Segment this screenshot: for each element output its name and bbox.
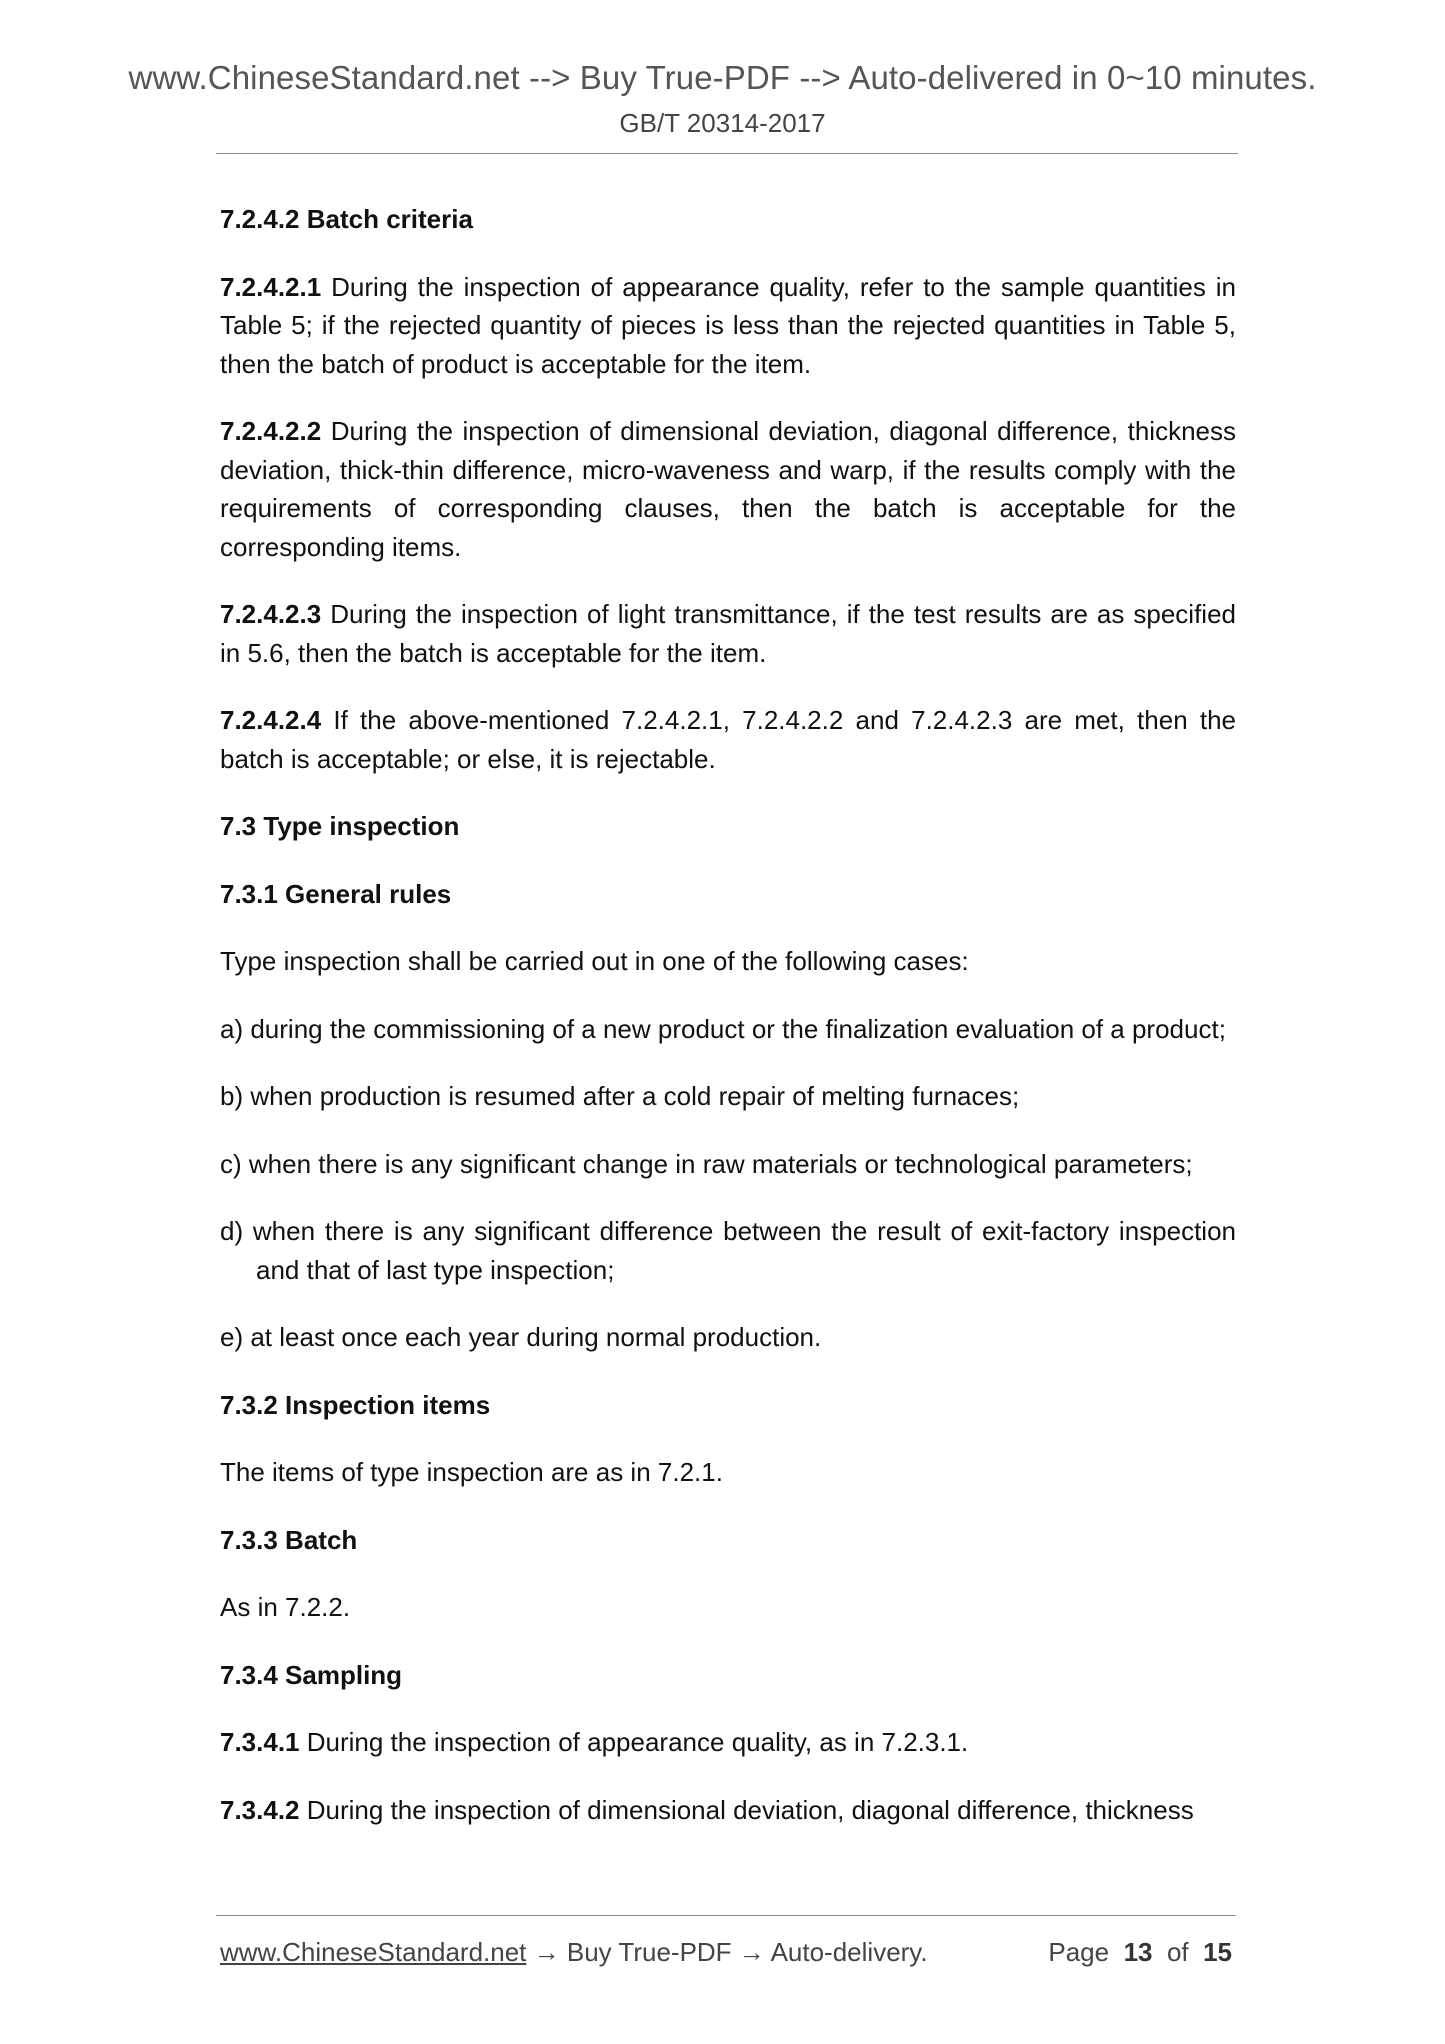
list-item: e) at least once each year during normal production. bbox=[220, 1322, 822, 1352]
paragraph-7-2-4-2-4 bbox=[220, 701, 1236, 778]
paragraph-7-2-4-2-3 bbox=[220, 595, 1236, 672]
footer-promo-text: → Buy True-PDF → Auto-delivery. bbox=[526, 1937, 928, 1967]
paragraph-7-3-4-2 bbox=[220, 1791, 1236, 1830]
clause-number: 7.2.4.2.3 bbox=[220, 599, 322, 629]
paragraph-7-3-1-intro: Type inspection shall be carried out in one of the following cases: bbox=[220, 946, 969, 976]
paragraph-7-3-4-1 bbox=[220, 1723, 1236, 1762]
clause-text: During the inspection of appearance quality, as in 7.2.3.1. bbox=[299, 1727, 969, 1757]
section-heading-7-3-3: 7.3.3 Batch bbox=[220, 1524, 358, 1555]
page-label: Page bbox=[1048, 1937, 1110, 1967]
standard-code: GB/T 20314-2017 bbox=[619, 108, 826, 138]
footer-promo bbox=[220, 1933, 928, 1971]
page-header bbox=[0, 58, 1445, 140]
page-current: 13 bbox=[1123, 1937, 1153, 1967]
paragraph-7-3-2: The items of type inspection are as in 7.2.1. bbox=[220, 1457, 723, 1487]
paragraph-7-2-4-2-1 bbox=[220, 268, 1236, 384]
clause-number: 7.2.4.2.1 bbox=[220, 271, 322, 302]
clause-text: If the above-mentioned 7.2.4.2.1, 7.2.4.2.2 and 7.2.4.2.3 are met, then the batch is acceptable; or else, it is rejectable. bbox=[220, 705, 1236, 774]
clause-number: 7.3.4.1 bbox=[220, 1727, 300, 1757]
clause-number: 7.2.4.2.4 bbox=[220, 705, 322, 735]
list-item: b) when production is resumed after a cold repair of melting furnaces; bbox=[220, 1081, 1020, 1111]
list-item: a) during the commissioning of a new product or the finalization evaluation of a product; bbox=[220, 1013, 1226, 1044]
page-indicator bbox=[1048, 1933, 1232, 1971]
page-footer bbox=[220, 1933, 1232, 1971]
site-link[interactable]: www.ChineseStandard.net bbox=[220, 1937, 527, 1967]
clause-text: During the inspection of dimensional deviation, diagonal difference, thickness deviation, thick-thin difference, micro-waveness and warp, if the results comply with the requirements of corresponding clauses, then the batch is acceptable for the corresponding items. bbox=[220, 416, 1236, 562]
header-divider bbox=[216, 153, 1238, 154]
list-item: d) when there is any significant difference between the result of exit-factory inspection and that of last type inspection; bbox=[220, 1216, 1236, 1285]
section-heading-7-3: 7.3 Type inspection bbox=[220, 811, 460, 841]
clause-number: 7.3.4.2 bbox=[220, 1794, 300, 1825]
paragraph-7-2-4-2-2 bbox=[220, 412, 1236, 566]
document-body bbox=[220, 200, 1236, 1829]
paragraph-7-3-3: As in 7.2.2. bbox=[220, 1592, 351, 1622]
section-heading-7-2-4-2: 7.2.4.2 Batch criteria bbox=[220, 204, 473, 234]
section-heading-7-3-1: 7.3.1 General rules bbox=[220, 878, 452, 909]
list-item: c) when there is any significant change in raw materials or technological parameters; bbox=[220, 1148, 1193, 1179]
page-total: 15 bbox=[1203, 1937, 1232, 1967]
of-label: of bbox=[1166, 1937, 1189, 1967]
clause-number: 7.2.4.2.2 bbox=[220, 416, 322, 446]
header-banner: www.ChineseStandard.net --> Buy True-PDF --> Auto-delivered in 0~10 minutes. bbox=[128, 59, 1317, 96]
footer-divider bbox=[216, 1915, 1236, 1916]
section-heading-7-3-2: 7.3.2 Inspection items bbox=[220, 1389, 491, 1420]
clause-text: During the inspection of appearance quality, refer to the sample quantities in Table 5; if the rejected quantity of pieces is less than the rejected quantities in Table 5, then the batch of product is acceptable for the item. bbox=[220, 271, 1236, 379]
clause-text: During the inspection of light transmittance, if the test results are as specified in 5.6, then the batch is acceptable for the item. bbox=[220, 599, 1236, 668]
section-heading-7-3-4: 7.3.4 Sampling bbox=[220, 1659, 403, 1690]
clause-text: During the inspection of dimensional deviation, diagonal difference, thickness bbox=[299, 1794, 1194, 1825]
